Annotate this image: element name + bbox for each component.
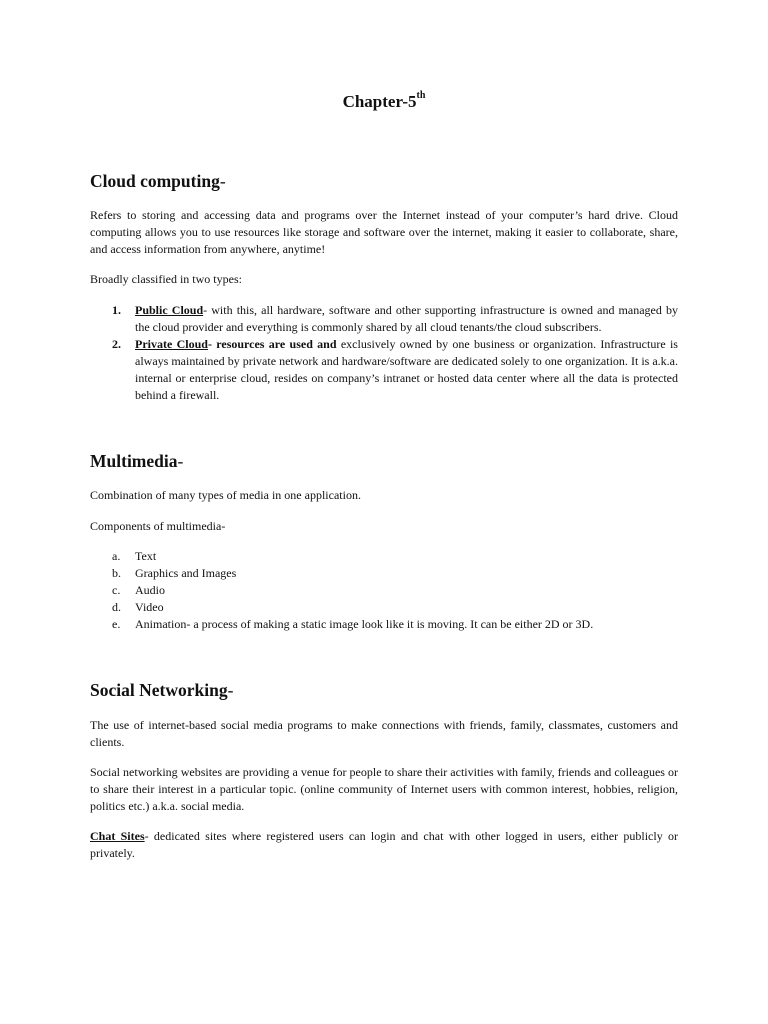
cloud-computing-heading-text: Cloud computing bbox=[90, 171, 220, 191]
multimedia-components-list bbox=[90, 548, 678, 633]
multimedia-intro: Combination of many types of media in one application. bbox=[90, 488, 361, 502]
social-networking-heading-text: Social Networking bbox=[90, 680, 228, 700]
list-marker: b. bbox=[112, 566, 121, 580]
list-item-text: Audio bbox=[135, 583, 165, 597]
cloud-types-list bbox=[90, 302, 678, 404]
chat-sites-term: Chat Sites bbox=[90, 829, 145, 843]
chapter-title-text: Chapter-5 bbox=[342, 92, 417, 111]
list-item bbox=[90, 336, 678, 404]
chapter-title bbox=[90, 92, 678, 112]
list-marker: 1. bbox=[112, 303, 121, 317]
list-item-text: Video bbox=[135, 600, 164, 614]
list-item bbox=[90, 582, 678, 599]
chat-sites-description: - dedicated sites where registered users can login and chat with other logged in users, either publicly or privately. bbox=[90, 829, 678, 860]
private-cloud-bold-text: - resources are used and bbox=[207, 337, 337, 351]
list-item bbox=[90, 616, 678, 633]
private-cloud-term: Private Cloud bbox=[135, 337, 208, 351]
social-networking-para-1: The use of internet-based social media programs to make connections with friends, family, classmates, customers and clients. bbox=[90, 718, 678, 749]
list-marker: e. bbox=[112, 617, 121, 631]
social-networking-heading bbox=[90, 680, 233, 701]
list-item bbox=[90, 565, 678, 582]
list-marker: d. bbox=[112, 600, 121, 614]
multimedia-heading bbox=[90, 451, 183, 472]
social-networking-heading-dash: - bbox=[227, 680, 234, 700]
multimedia-heading-dash: - bbox=[177, 451, 184, 471]
list-item-text: Graphics and Images bbox=[135, 566, 237, 580]
list-item bbox=[90, 548, 678, 565]
cloud-computing-intro: Refers to storing and accessing data and programs over the Internet instead of your computer’s hard drive. Cloud computing allows you to use resources like storage and software over the internet, making it easier to collaborate, share, and access information from anywhere, anytime! bbox=[90, 208, 678, 256]
multimedia-heading-text: Multimedia bbox=[90, 451, 178, 471]
cloud-computing-heading-dash: - bbox=[219, 171, 226, 191]
public-cloud-description: - with this, all hardware, software and other supporting infrastructure is owned and managed by the cloud provider and everything is commonly shared by all cloud tenants/the cloud subscribers. bbox=[135, 303, 678, 334]
public-cloud-term: Public Cloud bbox=[135, 303, 204, 317]
multimedia-components-label: Components of multimedia- bbox=[90, 519, 226, 533]
list-marker: 2. bbox=[112, 337, 121, 351]
list-marker: a. bbox=[112, 549, 121, 563]
list-item-text: Animation- a process of making a static image look like it is moving. It can be either 2D or 3D. bbox=[135, 617, 594, 631]
list-item bbox=[90, 599, 678, 616]
cloud-classified-text: Broadly classified in two types: bbox=[90, 272, 242, 286]
list-item bbox=[90, 302, 678, 336]
list-item-text: Text bbox=[135, 549, 157, 563]
cloud-computing-heading bbox=[90, 171, 226, 192]
private-cloud-description: exclusively owned by one business or organization. Infrastructure is always maintained by private network and hardware/software are dedicated solely to one organization. It is a.k.a. internal or enterprise cloud, resides on company’s intranet or hosted data center where all the data is protected behind a firewall. bbox=[135, 337, 678, 402]
chat-sites-paragraph bbox=[90, 828, 678, 862]
list-marker: c. bbox=[112, 583, 121, 597]
chapter-title-superscript: th bbox=[416, 90, 426, 102]
social-networking-para-2: Social networking websites are providing a venue for people to share their activities with family, friends and colleagues or to share their interest in a particular topic. (online community of Internet users with common interest, hobbies, religion, politics etc.) a.k.a. social media. bbox=[90, 765, 678, 813]
